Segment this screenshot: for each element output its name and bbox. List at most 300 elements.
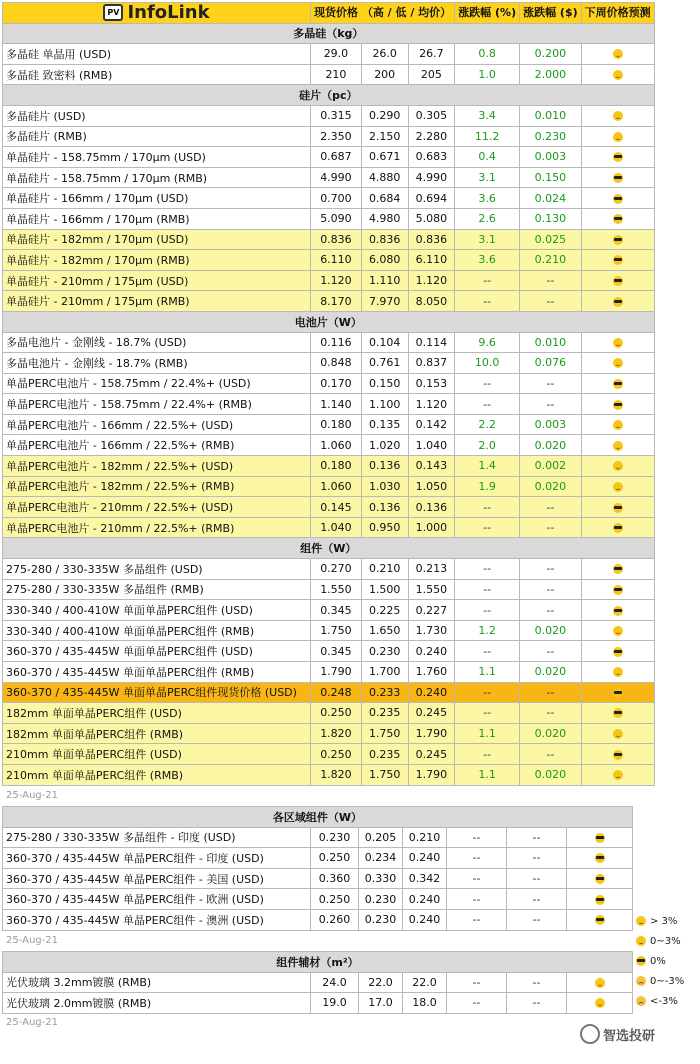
change-pct: -- <box>447 993 507 1014</box>
table-row <box>3 744 655 765</box>
change-usd: -- <box>520 373 582 394</box>
price-low: 0.135 <box>361 414 408 435</box>
price-high: 0.700 <box>311 188 362 209</box>
price-avg: 5.080 <box>408 208 455 229</box>
change-pct: 11.2 <box>455 126 520 147</box>
price-high: 0.250 <box>311 889 359 910</box>
section-title: 多晶硅（kg） <box>3 23 655 44</box>
product-name: 330-340 / 400-410W 单面单晶PERC组件 (USD) <box>3 600 311 621</box>
change-usd: 0.025 <box>520 229 582 250</box>
change-usd: 0.010 <box>520 332 582 353</box>
logo <box>3 3 311 24</box>
price-high: 0.250 <box>311 703 362 724</box>
sunglasses-face-icon <box>595 915 605 925</box>
change-usd: -- <box>520 579 582 600</box>
product-name: 单晶硅片 - 210mm / 175μm (USD) <box>3 270 311 291</box>
price-low: 0.330 <box>359 868 403 889</box>
price-low: 0.671 <box>361 147 408 168</box>
change-usd: 0.010 <box>520 105 582 126</box>
smiley-face-icon <box>595 998 605 1008</box>
sunglasses-face-icon <box>636 956 646 966</box>
change-pct: -- <box>447 868 507 889</box>
price-avg: 0.694 <box>408 188 455 209</box>
price-low: 0.234 <box>359 848 403 869</box>
sunglasses-face-icon <box>613 606 623 616</box>
change-pct: -- <box>447 848 507 869</box>
smiley-face-icon <box>613 70 623 80</box>
change-usd: 0.003 <box>520 414 582 435</box>
forecast-cell <box>581 332 654 353</box>
price-avg: 1.760 <box>408 662 455 683</box>
price-low: 22.0 <box>359 972 403 993</box>
change-usd: 0.076 <box>520 353 582 374</box>
price-avg: 1.040 <box>408 435 455 456</box>
smiley-face-icon <box>613 420 623 430</box>
price-low: 0.290 <box>361 105 408 126</box>
table-row <box>3 641 655 662</box>
forecast-cell <box>581 270 654 291</box>
product-name: 360-370 / 435-445W 单晶PERC组件 - 欧洲 (USD) <box>3 889 311 910</box>
change-usd: 0.130 <box>520 208 582 229</box>
product-name: 光伏玻璃 2.0mm镀膜 (RMB) <box>3 993 311 1014</box>
price-avg: 1.120 <box>408 270 455 291</box>
change-pct: 1.0 <box>455 64 520 85</box>
change-usd: 0.003 <box>520 147 582 168</box>
change-pct: 1.9 <box>455 476 520 497</box>
change-pct: 1.1 <box>455 764 520 785</box>
logo-text: InfoLink <box>127 2 210 24</box>
price-high: 1.820 <box>311 723 362 744</box>
smiley-face-icon <box>613 461 623 471</box>
table-row <box>3 44 655 65</box>
forecast-cell <box>581 682 654 703</box>
price-avg: 1.730 <box>408 620 455 641</box>
pv-badge: PV <box>103 4 123 21</box>
sunglasses-face-icon <box>613 194 623 204</box>
change-usd: 0.024 <box>520 188 582 209</box>
watermark <box>580 1024 655 1044</box>
price-low: 1.750 <box>361 764 408 785</box>
product-name: 360-370 / 435-445W 单晶PERC组件 - 印度 (USD) <box>3 848 311 869</box>
sunglasses-face-icon <box>613 297 623 307</box>
price-high: 1.060 <box>311 476 362 497</box>
price-low: 7.970 <box>361 291 408 312</box>
table-row <box>3 662 655 683</box>
product-name: 多晶硅 致密料 (RMB) <box>3 64 311 85</box>
forecast-cell <box>581 250 654 271</box>
price-high: 0.848 <box>311 353 362 374</box>
sunglasses-face-icon <box>595 895 605 905</box>
change-pct: 1.4 <box>455 456 520 477</box>
change-usd: 0.020 <box>520 662 582 683</box>
product-name: 330-340 / 400-410W 单面单晶PERC组件 (RMB) <box>3 620 311 641</box>
legend-label: 0% <box>650 955 666 967</box>
price-high: 0.250 <box>311 744 362 765</box>
legend-item <box>636 931 700 951</box>
change-pct: 3.6 <box>455 188 520 209</box>
product-name: 单晶硅片 - 182mm / 170μm (RMB) <box>3 250 311 271</box>
change-usd: -- <box>520 682 582 703</box>
wechat-icon <box>580 1024 600 1044</box>
forecast-cell <box>581 105 654 126</box>
sunglasses-face-icon <box>613 379 623 389</box>
table-row <box>3 909 633 930</box>
table-row <box>3 126 655 147</box>
forecast-cell <box>581 188 654 209</box>
legend-item <box>636 951 700 971</box>
legend-label: > 3% <box>650 915 678 927</box>
smiley-face-icon <box>613 729 623 739</box>
table-row <box>3 703 655 724</box>
product-name: 多晶硅 单晶用 (USD) <box>3 44 311 65</box>
change-usd: 0.210 <box>520 250 582 271</box>
table-row <box>3 723 655 744</box>
table-row <box>3 827 633 848</box>
price-high: 0.180 <box>311 456 362 477</box>
header-price: 现货价格 （高 / 低 / 均价） <box>311 3 455 24</box>
change-pct: -- <box>455 641 520 662</box>
price-low: 0.233 <box>361 682 408 703</box>
change-usd: 0.020 <box>520 435 582 456</box>
table-row <box>3 620 655 641</box>
forecast-cell <box>581 744 654 765</box>
change-pct: 2.2 <box>455 414 520 435</box>
change-pct: 9.6 <box>455 332 520 353</box>
price-high: 1.550 <box>311 579 362 600</box>
forecast-cell <box>581 126 654 147</box>
change-pct: -- <box>455 497 520 518</box>
change-pct: -- <box>455 703 520 724</box>
change-usd: -- <box>520 703 582 724</box>
price-low: 4.980 <box>361 208 408 229</box>
price-low: 0.235 <box>361 744 408 765</box>
table-row <box>3 414 655 435</box>
smiley-face-icon <box>613 667 623 677</box>
change-pct: 3.6 <box>455 250 520 271</box>
price-low: 1.020 <box>361 435 408 456</box>
forecast-cell <box>581 517 654 538</box>
price-high: 1.820 <box>311 764 362 785</box>
price-low: 200 <box>361 64 408 85</box>
table-row <box>3 993 633 1014</box>
change-usd: -- <box>520 559 582 580</box>
forecast-cell <box>581 620 654 641</box>
header-forecast: 下周价格预测 <box>581 3 654 24</box>
forecast-cell <box>581 641 654 662</box>
change-usd: -- <box>520 291 582 312</box>
product-name: 单晶硅片 - 158.75mm / 170μm (RMB) <box>3 167 311 188</box>
price-avg: 1.000 <box>408 517 455 538</box>
price-avg: 26.7 <box>408 44 455 65</box>
price-low: 1.750 <box>361 723 408 744</box>
smiley-face-icon <box>613 482 623 492</box>
table-row <box>3 600 655 621</box>
table-row <box>3 291 655 312</box>
smiley-face-icon <box>613 770 623 780</box>
change-usd: -- <box>520 497 582 518</box>
legend-label: <-3% <box>650 995 678 1007</box>
table-row <box>3 889 633 910</box>
price-high: 24.0 <box>311 972 359 993</box>
sunglasses-face-icon <box>613 750 623 760</box>
forecast-cell <box>567 993 633 1014</box>
product-name: 360-370 / 435-445W 单晶PERC组件 - 美国 (USD) <box>3 868 311 889</box>
price-avg: 1.790 <box>408 764 455 785</box>
change-usd: 2.000 <box>520 64 582 85</box>
price-high: 1.120 <box>311 270 362 291</box>
product-name: 多晶电池片 - 金刚线 - 18.7% (RMB) <box>3 353 311 374</box>
price-avg: 1.550 <box>408 579 455 600</box>
forecast-cell <box>567 827 633 848</box>
table-row <box>3 270 655 291</box>
price-high: 0.687 <box>311 147 362 168</box>
smiley-face-icon <box>595 978 605 988</box>
price-high: 0.248 <box>311 682 362 703</box>
sunglasses-face-icon <box>613 585 623 595</box>
change-pct: -- <box>447 827 507 848</box>
change-usd: 0.200 <box>520 44 582 65</box>
product-name: 单晶硅片 - 158.75mm / 170μm (USD) <box>3 147 311 168</box>
product-name: 210mm 单面单晶PERC组件 (RMB) <box>3 764 311 785</box>
table-row <box>3 373 655 394</box>
section-header <box>3 23 655 44</box>
product-name: 多晶电池片 - 金刚线 - 18.7% (USD) <box>3 332 311 353</box>
price-avg: 0.240 <box>408 641 455 662</box>
change-usd: -- <box>507 827 567 848</box>
product-name: 360-370 / 435-445W 单晶PERC组件 - 澳洲 (USD) <box>3 909 311 930</box>
price-high: 0.260 <box>311 909 359 930</box>
change-pct: -- <box>455 600 520 621</box>
forecast-cell <box>567 889 633 910</box>
watermark-text: 智选投研 <box>603 1028 656 1044</box>
change-pct: -- <box>447 972 507 993</box>
sunglasses-face-icon <box>613 523 623 533</box>
change-usd: 0.020 <box>520 764 582 785</box>
price-high: 0.180 <box>311 414 362 435</box>
change-pct: 1.2 <box>455 620 520 641</box>
price-low: 0.210 <box>361 559 408 580</box>
product-name: 单晶硅片 - 210mm / 175μm (RMB) <box>3 291 311 312</box>
change-pct: 3.1 <box>455 229 520 250</box>
product-name: 360-370 / 435-445W 单面单晶PERC组件 (RMB) <box>3 662 311 683</box>
change-usd: 0.230 <box>520 126 582 147</box>
price-low: 0.225 <box>361 600 408 621</box>
price-low: 1.110 <box>361 270 408 291</box>
table-header <box>3 3 655 24</box>
price-avg: 0.240 <box>408 682 455 703</box>
price-avg: 18.0 <box>403 993 447 1014</box>
price-avg: 0.142 <box>408 414 455 435</box>
table-row <box>3 250 655 271</box>
product-name: 182mm 单面单晶PERC组件 (RMB) <box>3 723 311 744</box>
price-high: 0.116 <box>311 332 362 353</box>
price-high: 1.060 <box>311 435 362 456</box>
forecast-cell <box>581 291 654 312</box>
price-low: 4.880 <box>361 167 408 188</box>
price-high: 1.790 <box>311 662 362 683</box>
price-avg: 4.990 <box>408 167 455 188</box>
table-row <box>3 105 655 126</box>
table-row <box>3 188 655 209</box>
forecast-cell <box>581 662 654 683</box>
price-low: 1.650 <box>361 620 408 641</box>
price-low: 26.0 <box>361 44 408 65</box>
worried-face-icon <box>636 976 646 986</box>
forecast-cell <box>581 497 654 518</box>
legend-item <box>636 991 700 1011</box>
worried-face-icon <box>636 996 646 1006</box>
smiley-face-icon <box>636 936 646 946</box>
product-name: 多晶硅片 (USD) <box>3 105 311 126</box>
product-name: 单晶PERC电池片 - 158.75mm / 22.4%+ (USD) <box>3 373 311 394</box>
table-row <box>3 848 633 869</box>
legend-item <box>636 911 700 931</box>
product-name: 单晶PERC电池片 - 166mm / 22.5%+ (RMB) <box>3 435 311 456</box>
table-row <box>3 559 655 580</box>
price-low: 0.205 <box>359 827 403 848</box>
price-high: 1.140 <box>311 394 362 415</box>
change-usd: -- <box>507 848 567 869</box>
forecast-cell <box>581 147 654 168</box>
sunglasses-face-icon <box>613 214 623 224</box>
change-usd: -- <box>520 270 582 291</box>
change-pct: 2.6 <box>455 208 520 229</box>
change-pct: 3.4 <box>455 105 520 126</box>
section-header <box>3 538 655 559</box>
change-pct: -- <box>447 889 507 910</box>
forecast-cell <box>567 972 633 993</box>
price-low: 0.761 <box>361 353 408 374</box>
price-avg: 0.114 <box>408 332 455 353</box>
sunglasses-face-icon <box>613 276 623 286</box>
price-avg: 2.280 <box>408 126 455 147</box>
table-row <box>3 332 655 353</box>
change-pct: 1.1 <box>455 662 520 683</box>
sunglasses-face-icon <box>595 853 605 863</box>
aux-material-table <box>2 951 633 1014</box>
table-row <box>3 764 655 785</box>
forecast-cell <box>581 559 654 580</box>
change-pct: 3.1 <box>455 167 520 188</box>
change-pct: -- <box>455 579 520 600</box>
forecast-cell <box>581 373 654 394</box>
forecast-cell <box>581 435 654 456</box>
price-avg: 205 <box>408 64 455 85</box>
change-pct: -- <box>455 517 520 538</box>
change-usd: 0.150 <box>520 167 582 188</box>
sunglasses-face-icon <box>613 400 623 410</box>
price-low: 0.136 <box>361 497 408 518</box>
table-row <box>3 208 655 229</box>
price-high: 210 <box>311 64 362 85</box>
product-name: 360-370 / 435-445W 单面单晶PERC组件现货价格 (USD) <box>3 682 311 703</box>
section-title: 组件（W） <box>3 538 655 559</box>
change-pct: -- <box>455 270 520 291</box>
price-avg: 0.136 <box>408 497 455 518</box>
product-name: 360-370 / 435-445W 单面单晶PERC组件 (USD) <box>3 641 311 662</box>
section-title: 组件辅材（m²） <box>3 952 633 973</box>
section-header <box>3 85 655 106</box>
product-name: 210mm 单面单晶PERC组件 (USD) <box>3 744 311 765</box>
forecast-cell <box>567 868 633 889</box>
table-row <box>3 394 655 415</box>
forecast-cell <box>567 909 633 930</box>
price-high: 0.315 <box>311 105 362 126</box>
change-usd: -- <box>520 641 582 662</box>
price-avg: 0.245 <box>408 703 455 724</box>
price-low: 1.700 <box>361 662 408 683</box>
change-pct: 10.0 <box>455 353 520 374</box>
price-avg: 0.210 <box>403 827 447 848</box>
price-low: 0.950 <box>361 517 408 538</box>
forecast-cell <box>581 64 654 85</box>
table-row <box>3 353 655 374</box>
smiley-face-icon <box>613 132 623 142</box>
price-avg: 1.050 <box>408 476 455 497</box>
price-avg: 0.227 <box>408 600 455 621</box>
sunglasses-face-icon <box>613 688 623 698</box>
price-avg: 0.240 <box>403 848 447 869</box>
price-high: 19.0 <box>311 993 359 1014</box>
change-pct: -- <box>455 373 520 394</box>
product-name: 多晶硅片 (RMB) <box>3 126 311 147</box>
change-pct: 1.1 <box>455 723 520 744</box>
product-name: 单晶硅片 - 166mm / 170μm (RMB) <box>3 208 311 229</box>
price-high: 8.170 <box>311 291 362 312</box>
price-low: 0.684 <box>361 188 408 209</box>
date-label: 25-Aug-21 <box>6 790 58 801</box>
forecast-cell <box>581 414 654 435</box>
change-usd: -- <box>520 394 582 415</box>
product-name: 单晶PERC电池片 - 182mm / 22.5%+ (RMB) <box>3 476 311 497</box>
price-avg: 0.305 <box>408 105 455 126</box>
price-avg: 22.0 <box>403 972 447 993</box>
price-low: 0.235 <box>361 703 408 724</box>
section-title: 各区域组件（W） <box>3 807 633 828</box>
product-name: 275-280 / 330-335W 多晶组件 - 印度 (USD) <box>3 827 311 848</box>
price-low: 0.136 <box>361 456 408 477</box>
price-high: 0.345 <box>311 600 362 621</box>
price-table <box>2 2 655 786</box>
table-row <box>3 682 655 703</box>
forecast-cell <box>567 848 633 869</box>
product-name: 275-280 / 330-335W 多晶组件 (USD) <box>3 559 311 580</box>
forecast-cell <box>581 44 654 65</box>
date-label: 25-Aug-21 <box>6 1017 58 1028</box>
change-pct: -- <box>455 744 520 765</box>
price-avg: 8.050 <box>408 291 455 312</box>
change-usd: -- <box>507 889 567 910</box>
price-low: 0.230 <box>361 641 408 662</box>
forecast-cell <box>581 703 654 724</box>
region-price-table <box>2 806 633 931</box>
price-avg: 6.110 <box>408 250 455 271</box>
product-name: 单晶PERC电池片 - 158.75mm / 22.4%+ (RMB) <box>3 394 311 415</box>
price-low: 1.030 <box>361 476 408 497</box>
product-name: 单晶PERC电池片 - 166mm / 22.5%+ (USD) <box>3 414 311 435</box>
price-high: 0.360 <box>311 868 359 889</box>
price-low: 17.0 <box>359 993 403 1014</box>
price-high: 1.040 <box>311 517 362 538</box>
section-title: 硅片（pc） <box>3 85 655 106</box>
change-usd: -- <box>520 600 582 621</box>
product-name: 单晶硅片 - 182mm / 170μm (USD) <box>3 229 311 250</box>
change-usd: -- <box>507 868 567 889</box>
section-title: 电池片（W） <box>3 311 655 332</box>
price-avg: 0.837 <box>408 353 455 374</box>
forecast-cell <box>581 394 654 415</box>
change-usd: 0.020 <box>520 723 582 744</box>
